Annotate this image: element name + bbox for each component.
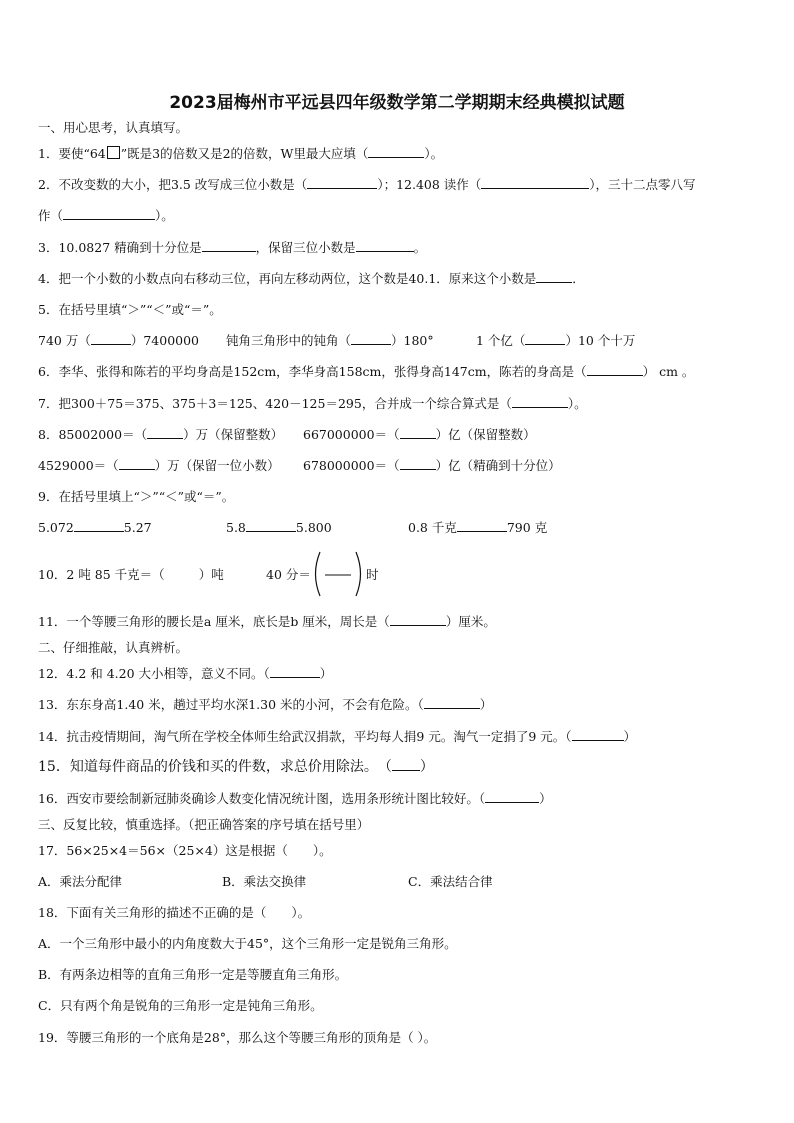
question-13: 13．东东身高1.40 米，趟过平均水深1.30 米的小河，不会有危险。（ ） — [38, 697, 493, 712]
answer-blank[interactable] — [390, 613, 446, 626]
answer-blank[interactable] — [119, 457, 155, 470]
q5-item-1: 740 万（ ）7400000 — [38, 333, 200, 348]
question-4: 4．把一个小数的小数点向右移动三位，再向左移动两位，这个数是40.1．原来这个小数是 ． — [38, 271, 585, 286]
answer-box — [107, 146, 120, 159]
answer-blank[interactable] — [424, 696, 480, 709]
section-heading-1: 一、用心思考，认真填写。 — [38, 120, 189, 135]
question-10-unit: 时 — [366, 567, 379, 582]
question-11: 11．一个等腰三角形的腰长是a 厘米，底长是b 厘米，周长是（ ）厘米。 — [38, 614, 496, 629]
answer-blank[interactable] — [307, 176, 377, 189]
answer-blank[interactable] — [587, 363, 643, 376]
q9-item-2: 5.8 5.800 — [226, 520, 332, 535]
question-3: 3．10.0827 精确到十分位是 ，保留三位小数是 。 — [38, 240, 427, 255]
answer-blank[interactable] — [202, 239, 256, 252]
question-10-part-2: 40 分＝ — [266, 567, 311, 582]
answer-blank[interactable] — [356, 239, 414, 252]
answer-blank[interactable] — [91, 332, 131, 345]
answer-blank[interactable] — [481, 176, 589, 189]
answer-blank[interactable] — [536, 270, 572, 283]
q9-item-3: 0.8 千克 790 克 — [408, 520, 548, 535]
question-12: 12．4.2 和 4.20 大小相等，意义不同。（ ） — [38, 666, 333, 681]
question-6: 6．李华、张得和陈若的平均身高是152cm，李华身高158cm，张得身高147cm，陈若的身高是（ ） cm 。 — [38, 364, 695, 379]
answer-blank[interactable] — [74, 519, 124, 532]
question-18: 18．下面有关三角形的描述不正确的是（ ）。 — [38, 905, 311, 920]
q5-item-3: 1 个亿（ ）10 个十万 — [476, 333, 636, 348]
question-10-part-1: 10．2 吨 85 千克＝（ ）吨 — [38, 567, 224, 582]
answer-blank[interactable] — [400, 426, 436, 439]
section-heading-2: 二、仔细推敲，认真辨析。 — [38, 640, 189, 655]
question-15: 15．知道每件商品的价钱和买的件数，求总价用除法。 （ ） — [38, 759, 434, 775]
q8-item-2: 667000000＝（ ）亿（保留整数） — [303, 427, 536, 442]
answer-blank[interactable] — [63, 207, 155, 220]
q17-option-b[interactable]: B．乘法交换律 — [222, 874, 307, 889]
answer-blank[interactable] — [147, 426, 183, 439]
q17-option-c[interactable]: C．乘法结合律 — [408, 874, 493, 889]
question-7: 7．把300＋75＝375、375＋3＝125、420－125＝295，合并成一个综合算式是（ ）。 — [38, 396, 587, 411]
q18-option-b[interactable]: B．有两条边相等的直角三角形一定是等腰直角三角形。 — [38, 967, 348, 982]
question-19: 19．等腰三角形的一个底角是28°，那么这个等腰三角形的顶角是（ ）。 — [38, 1030, 437, 1045]
q9-item-1: 5.072 5.27 — [38, 520, 152, 535]
answer-blank[interactable] — [485, 790, 539, 803]
answer-blank[interactable] — [246, 519, 296, 532]
q8-item-4: 678000000＝（ ）亿（精确到十分位） — [303, 458, 561, 473]
answer-blank[interactable] — [572, 728, 624, 741]
q17-option-a[interactable]: A．乘法分配律 — [38, 874, 123, 889]
q5-item-2: 钝角三角形中的钝角（ ）180° — [226, 333, 434, 348]
question-5: 5．在括号里填“＞”“＜”或“＝”。 — [38, 302, 222, 317]
question-9: 9．在括号里填上“＞”“＜”或“＝”。 — [38, 489, 235, 504]
q8-item-3: 4529000＝（ ）万（保留一位小数） — [38, 458, 280, 473]
answer-blank[interactable] — [392, 758, 420, 771]
question-17: 17．56×25×4＝56×（25×4）这是根据（ ）。 — [38, 843, 332, 858]
q18-option-a[interactable]: A．一个三角形中最小的内角度数大于45°，这个三角形一定是锐角三角形。 — [38, 936, 457, 951]
answer-blank[interactable] — [512, 395, 568, 408]
question-14: 14．抗击疫情期间，淘气所在学校全体师生给武汉捐款，平均每人捐9 元。淘气一定捐了9 元。（ ） — [38, 729, 637, 744]
page-title: 2023届梅州市平远县四年级数学第二学期期末经典模拟试题 — [169, 93, 625, 113]
answer-blank[interactable] — [400, 457, 436, 470]
answer-blank[interactable] — [351, 332, 391, 345]
fraction-parentheses[interactable] — [310, 550, 366, 598]
answer-blank[interactable] — [457, 519, 507, 532]
answer-blank[interactable] — [525, 332, 565, 345]
question-1: 1．要使“64 ”既是3的倍数又是2的倍数，W里最大应填（ ）。 — [38, 146, 444, 161]
question-2-cont: 作（ ）。 — [38, 208, 174, 223]
answer-blank[interactable] — [368, 145, 424, 158]
answer-blank[interactable] — [270, 665, 320, 678]
question-2: 2．不改变数的大小，把3.5 改写成三位小数是（ ）；12.408 读作（ ），三十二点零八写 — [38, 177, 696, 192]
q8-item-1: 8．85002000＝（ ）万（保留整数） — [38, 427, 284, 442]
question-16: 16．西安市要绘制新冠肺炎确诊人数变化情况统计图，选用条形统计图比较好。（ ） — [38, 791, 552, 806]
q18-option-c[interactable]: C．只有两个角是锐角的三角形一定是钝角三角形。 — [38, 998, 323, 1013]
section-heading-3: 三、反复比较，慎重选择。（把正确答案的序号填在括号里） — [38, 817, 370, 832]
